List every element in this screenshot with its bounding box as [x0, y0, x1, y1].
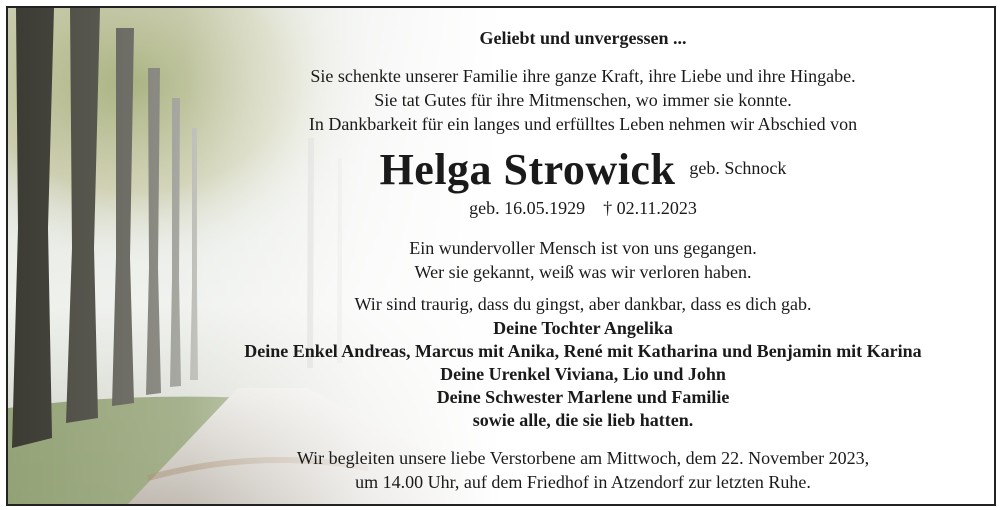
death-date: † 02.11.2023 — [603, 198, 697, 218]
mourner-line: sowie alle, die sie lieb hatten. — [472, 410, 694, 430]
verse-line-2: Wer sie gekannt, weiß was wir verloren haben. — [414, 262, 752, 282]
life-dates — [188, 198, 978, 219]
mourner-line: Deine Schwester Marlene und Familie — [436, 387, 730, 407]
mourner-line: Deine Urenkel Viviana, Lio und John — [440, 364, 726, 384]
name-row — [188, 144, 978, 195]
notice-text — [188, 8, 978, 504]
intro-line-2: Sie tat Gutes für ihre Mitmenschen, wo immer sie konnte. — [374, 90, 792, 110]
deceased-name: Helga Strowick — [379, 145, 676, 194]
mourner-line: Deine Enkel Andreas, Marcus mit Anika, René mit Katharina und Benjamin mit Karina — [244, 341, 922, 361]
funeral-line-2: um 14.00 Uhr, auf dem Friedhof in Atzendorf zur letzten Ruhe. — [355, 472, 811, 492]
birth-name: geb. Schnock — [689, 158, 787, 178]
verse-line-1: Ein wundervoller Mensch ist von uns gegangen. — [409, 238, 757, 258]
birth-date: geb. 16.05.1929 — [469, 198, 586, 218]
heading: Geliebt und unvergessen ... — [479, 28, 687, 48]
intro-line-1: Sie schenkte unserer Familie ihre ganze Kraft, ihre Liebe und ihre Hingabe. — [310, 66, 856, 86]
funeral-line-1: Wir begleiten unsere liebe Verstorbene am Mittwoch, dem 22. November 2023, — [296, 448, 870, 468]
obituary-notice — [6, 6, 996, 506]
farewell-line: Wir sind traurig, dass du gingst, aber dankbar, dass es dich gab. — [354, 294, 812, 314]
intro-line-3: In Dankbarkeit für ein langes und erfülltes Leben nehmen wir Abschied von — [308, 114, 858, 134]
mourner-line: Deine Tochter Angelika — [493, 318, 673, 338]
